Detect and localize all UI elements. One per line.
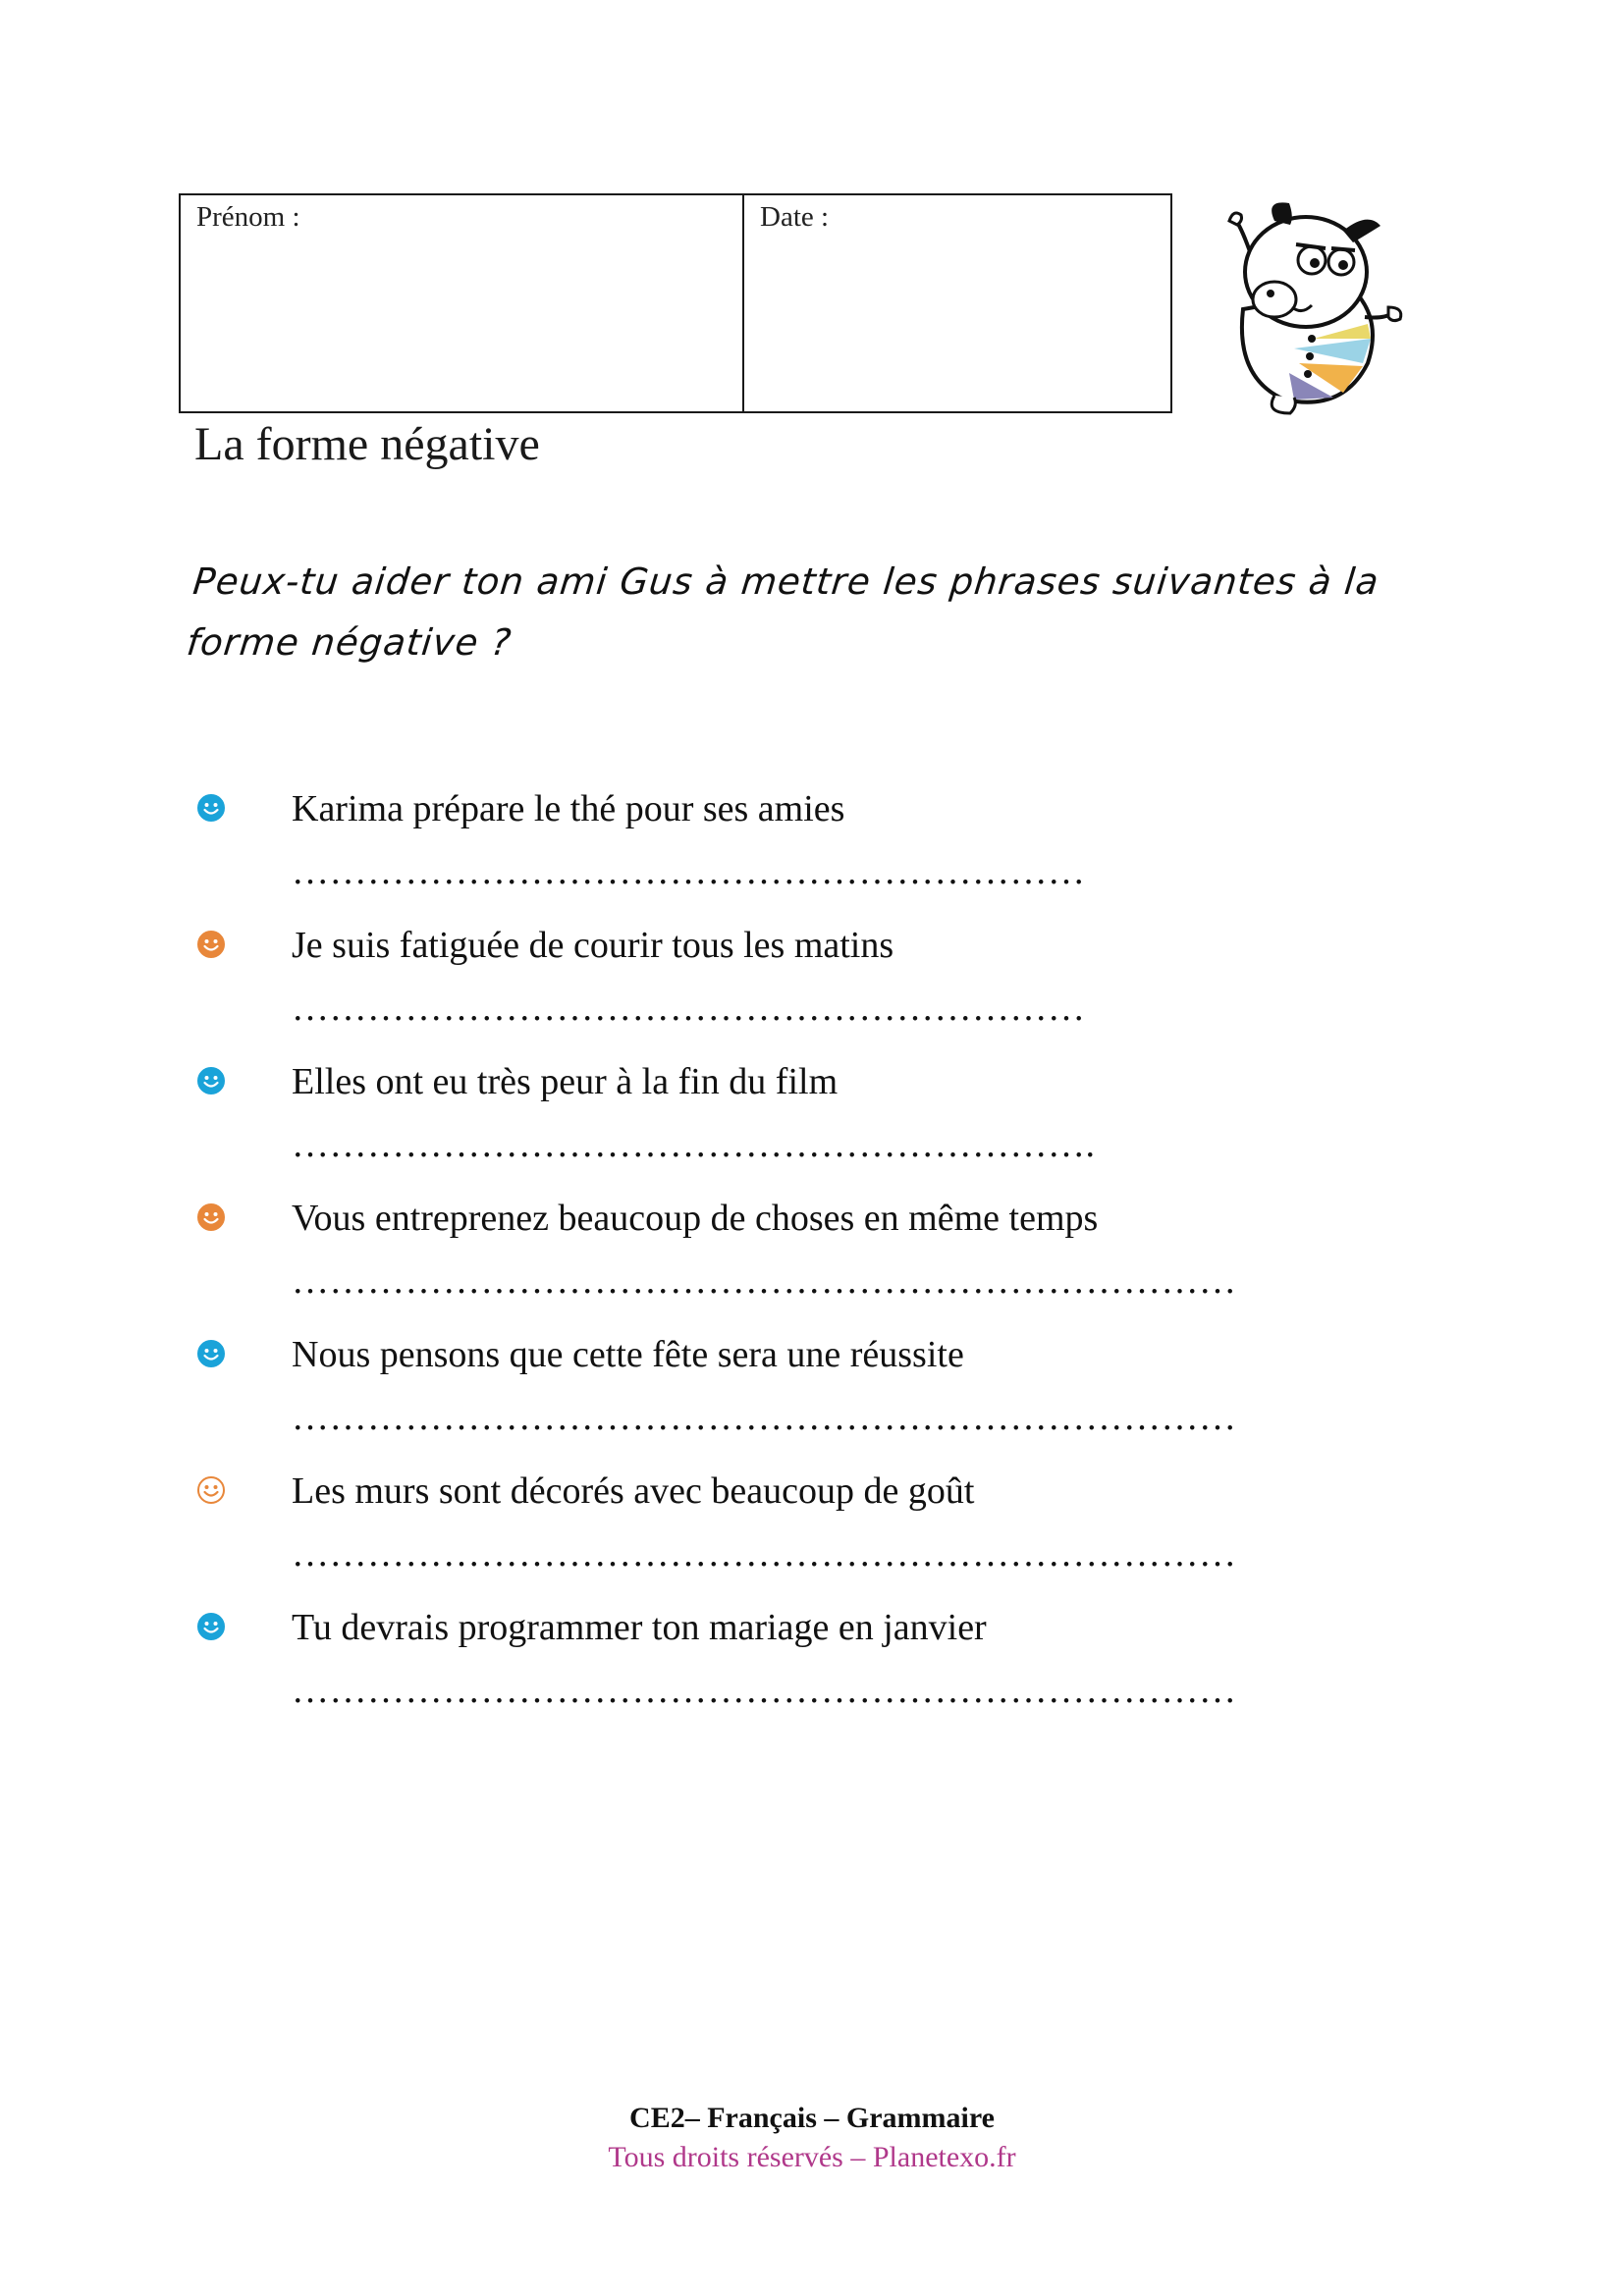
footer-course: CE2– Français – Grammaire xyxy=(629,2102,995,2134)
exercise-sentence: Les murs sont décorés avec beaucoup de goût xyxy=(292,1470,975,1512)
answer-line[interactable]: ………………………………………………………………… xyxy=(292,1533,1237,1575)
smiley-icon xyxy=(196,1066,226,1095)
answer-line[interactable]: ………………………………………………………. xyxy=(292,1124,1096,1165)
smiley-icon xyxy=(196,1339,226,1368)
exercise-sentence: Tu devrais programmer ton mariage en janvier xyxy=(292,1607,987,1648)
answer-line[interactable]: ………………………………………………………………… xyxy=(292,1670,1237,1711)
exercise-sentence: Je suis fatiguée de courir tous les matins xyxy=(292,925,894,966)
instruction-text: Peux-tu aider ton ami Gus à mettre les phrases suivantes à la forme négative ? xyxy=(185,561,1381,664)
exercise-sentence: Vous entreprenez beaucoup de choses en même temps xyxy=(292,1198,1099,1239)
exercise-item xyxy=(0,787,1624,915)
smiley-icon xyxy=(196,1202,226,1232)
exercise-sentence: Nous pensons que cette fête sera une réussite xyxy=(292,1334,964,1375)
footer-rights: Tous droits réservés – Planetexo.fr xyxy=(608,2141,1016,2173)
first-name-label: Prénom : xyxy=(196,201,300,233)
answer-line[interactable]: ………………………………………………………………… xyxy=(292,1260,1237,1302)
name-date-box xyxy=(179,193,1172,413)
answer-line[interactable]: ……………………………………………………… xyxy=(292,988,1086,1029)
first-name-field[interactable] xyxy=(181,195,744,411)
exercise-item xyxy=(0,1469,1624,1597)
answer-line[interactable]: ……………………………………………………… xyxy=(292,851,1086,892)
exercise-item xyxy=(0,1060,1624,1188)
smiley-icon xyxy=(196,1475,226,1505)
gus-sheep-mascot-icon xyxy=(1196,191,1412,417)
date-label: Date : xyxy=(760,201,830,233)
exercise-item xyxy=(0,1333,1624,1461)
smiley-icon xyxy=(196,1612,226,1641)
exercise-sentence: Elles ont eu très peur à la fin du film xyxy=(292,1061,839,1102)
date-field[interactable] xyxy=(744,195,1170,411)
exercise-sentence: Karima prépare le thé pour ses amies xyxy=(292,788,845,829)
answer-line[interactable]: ………………………………………………………………… xyxy=(292,1397,1237,1438)
page-title: La forme négative xyxy=(194,418,540,470)
exercise-item xyxy=(0,1197,1624,1324)
exercise-item xyxy=(0,1606,1624,1734)
smiley-icon xyxy=(196,930,226,959)
smiley-icon xyxy=(196,793,226,823)
exercise-item xyxy=(0,924,1624,1051)
